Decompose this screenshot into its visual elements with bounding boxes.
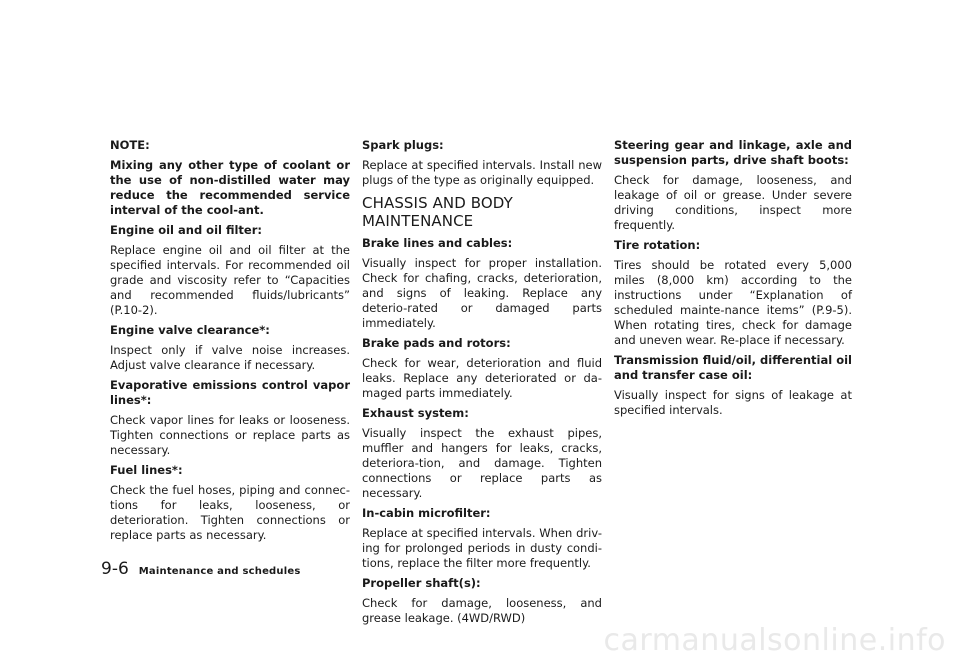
text-column-right (614, 138, 852, 423)
item-body-text: Tires should be rotated every 5,000 miles (8,000 km) according to the instructions under “Explanation of scheduled mainte-nance items” (P.9-5). When rotating tires, check for damage and uneven wear. Re-place if necessary. (614, 258, 852, 347)
item-body-text: Inspect only if valve noise increases. Adjust valve clearance if necessary. (110, 343, 350, 372)
section-heading: CHASSIS AND BODY MAINTENANCE (362, 194, 513, 230)
item-body-text: Replace at specified intervals. When driv-ing for prolonged periods in dusty condi-tions, replace the filter more frequently. (362, 526, 602, 570)
item-body-text: Visually inspect for proper installation. Check for chafing, cracks, deterioration, and signs of leaking. Replace any deterio-rated or damaged parts immediately. (362, 256, 602, 330)
item-heading: Engine valve clearance*: (110, 323, 270, 337)
item-heading: Mixing any other type of coolant or the use of non-distilled water may reduce the recommended service interval of the cool-ant. (110, 158, 350, 217)
item-body-text: Check for damage, looseness, and grease leakage. (4WD/RWD) (362, 596, 602, 625)
item-heading: Brake lines and cables: (362, 236, 513, 250)
item-heading: Evaporative emissions control vapor lines*: (110, 378, 350, 407)
item-heading: Engine oil and oil filter: (110, 223, 262, 237)
text-column-left (110, 138, 350, 548)
chapter-title: Maintenance and schedules (138, 566, 301, 577)
item-heading: Brake pads and rotors: (362, 336, 511, 350)
item-heading: Spark plugs: (362, 138, 444, 152)
text-column-middle (362, 138, 602, 631)
item-body-text: Visually inspect the exhaust pipes, muffler and hangers for leaks, cracks, deteriora-tion, and damage. Tighten connections or replace parts as necessary. (362, 426, 602, 500)
watermark: carmanualsonline.info (603, 623, 946, 658)
page-footer (101, 559, 301, 579)
item-heading: Transmission fluid/oil, differential oil and transfer case oil: (614, 353, 852, 382)
item-heading: Propeller shaft(s): (362, 576, 481, 590)
item-heading: Fuel lines*: (110, 463, 183, 477)
page-number: 9-6 (101, 559, 129, 579)
item-heading: Tire rotation: (614, 238, 701, 252)
item-heading: In-cabin microfilter: (362, 506, 491, 520)
item-body-text: Replace engine oil and oil filter at the specified intervals. For recommended oil grade and viscosity refer to “Capacities and recommended fluids/lubricants” (P.10-2). (110, 243, 350, 317)
item-heading: Exhaust system: (362, 406, 469, 420)
item-body-text: Visually inspect for signs of leakage at specified intervals. (614, 388, 852, 417)
item-heading: Steering gear and linkage, axle and suspension parts, drive shaft boots: (614, 138, 852, 167)
item-body-text: Check the fuel hoses, piping and connec-tions for leaks, looseness, or deterioration. Tighten connections or replace parts as necessary. (110, 483, 350, 542)
item-heading: NOTE: (110, 138, 150, 152)
item-body-text: Check for wear, deterioration and fluid leaks. Replace any deteriorated or da-maged parts immediately. (362, 356, 602, 400)
item-body-text: Check for damage, looseness, and leakage of oil or grease. Under severe driving conditions, inspect more frequently. (614, 173, 852, 232)
item-body-text: Replace at specified intervals. Install new plugs of the type as originally equipped. (362, 158, 602, 187)
item-body-text: Check vapor lines for leaks or looseness. Tighten connections or replace parts as necessary. (110, 413, 350, 457)
